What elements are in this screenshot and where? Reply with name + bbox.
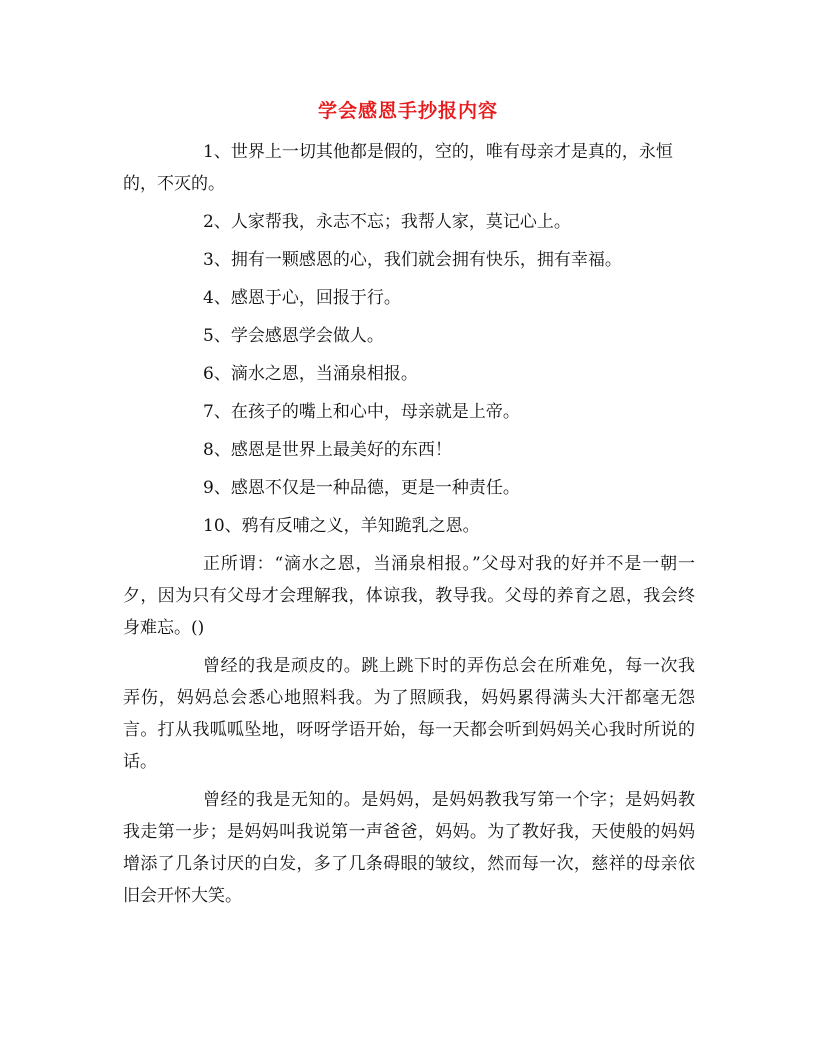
list-item: 1、世界上一切其他都是假的，空的，唯有母亲才是真的，永恒的，不灭的。 — [123, 142, 673, 194]
body-paragraph: 正所谓：“滴水之恩，当涌泉相报。”父母对我的好并不是一朝一夕，因为只有父母才会理解我，体谅我，教导我。父母的养育之恩，我会终身难忘。() — [123, 554, 695, 638]
list-item: 8、感恩是世界上最美好的东西！ — [203, 440, 452, 460]
document-title: 学会感恩手抄报内容 — [317, 100, 498, 122]
list-item: 10、鸦有反哺之义，羊知跪乳之恩。 — [203, 516, 480, 536]
list-item: 2、人家帮我，永志不忘；我帮人家，莫记心上。 — [203, 212, 571, 232]
list-item: 4、感恩于心，回报于行。 — [203, 288, 401, 308]
list-item: 3、拥有一颗感恩的心，我们就会拥有快乐，拥有幸福。 — [203, 250, 622, 270]
document-body — [123, 136, 695, 918]
body-paragraph: 曾经的我是顽皮的。跳上跳下时的弄伤总会在所难免，每一次我弄伤，妈妈总会悉心地照料我。为了照顾我，妈妈累得满头大汗都毫无怨言。打从我呱呱坠地，呀呀学语开始，每一天都会听到妈妈关心我时所说的话。 — [123, 656, 695, 772]
list-item: 7、在孩子的嘴上和心中，母亲就是上帝。 — [203, 402, 520, 422]
body-paragraph: 曾经的我是无知的。是妈妈，是妈妈教我写第一个字；是妈妈教我走第一步；是妈妈叫我说第一声爸爸，妈妈。为了教好我，天使般的妈妈增添了几条讨厌的白发，多了几条碍眼的皱纹，然而每一次，慈祥的母亲依旧会开怀大笑。 — [123, 790, 695, 906]
list-item: 9、感恩不仅是一种品德，更是一种责任。 — [203, 478, 520, 498]
list-item: 6、滴水之恩，当涌泉相报。 — [203, 364, 418, 384]
list-item: 5、学会感恩学会做人。 — [203, 326, 384, 346]
